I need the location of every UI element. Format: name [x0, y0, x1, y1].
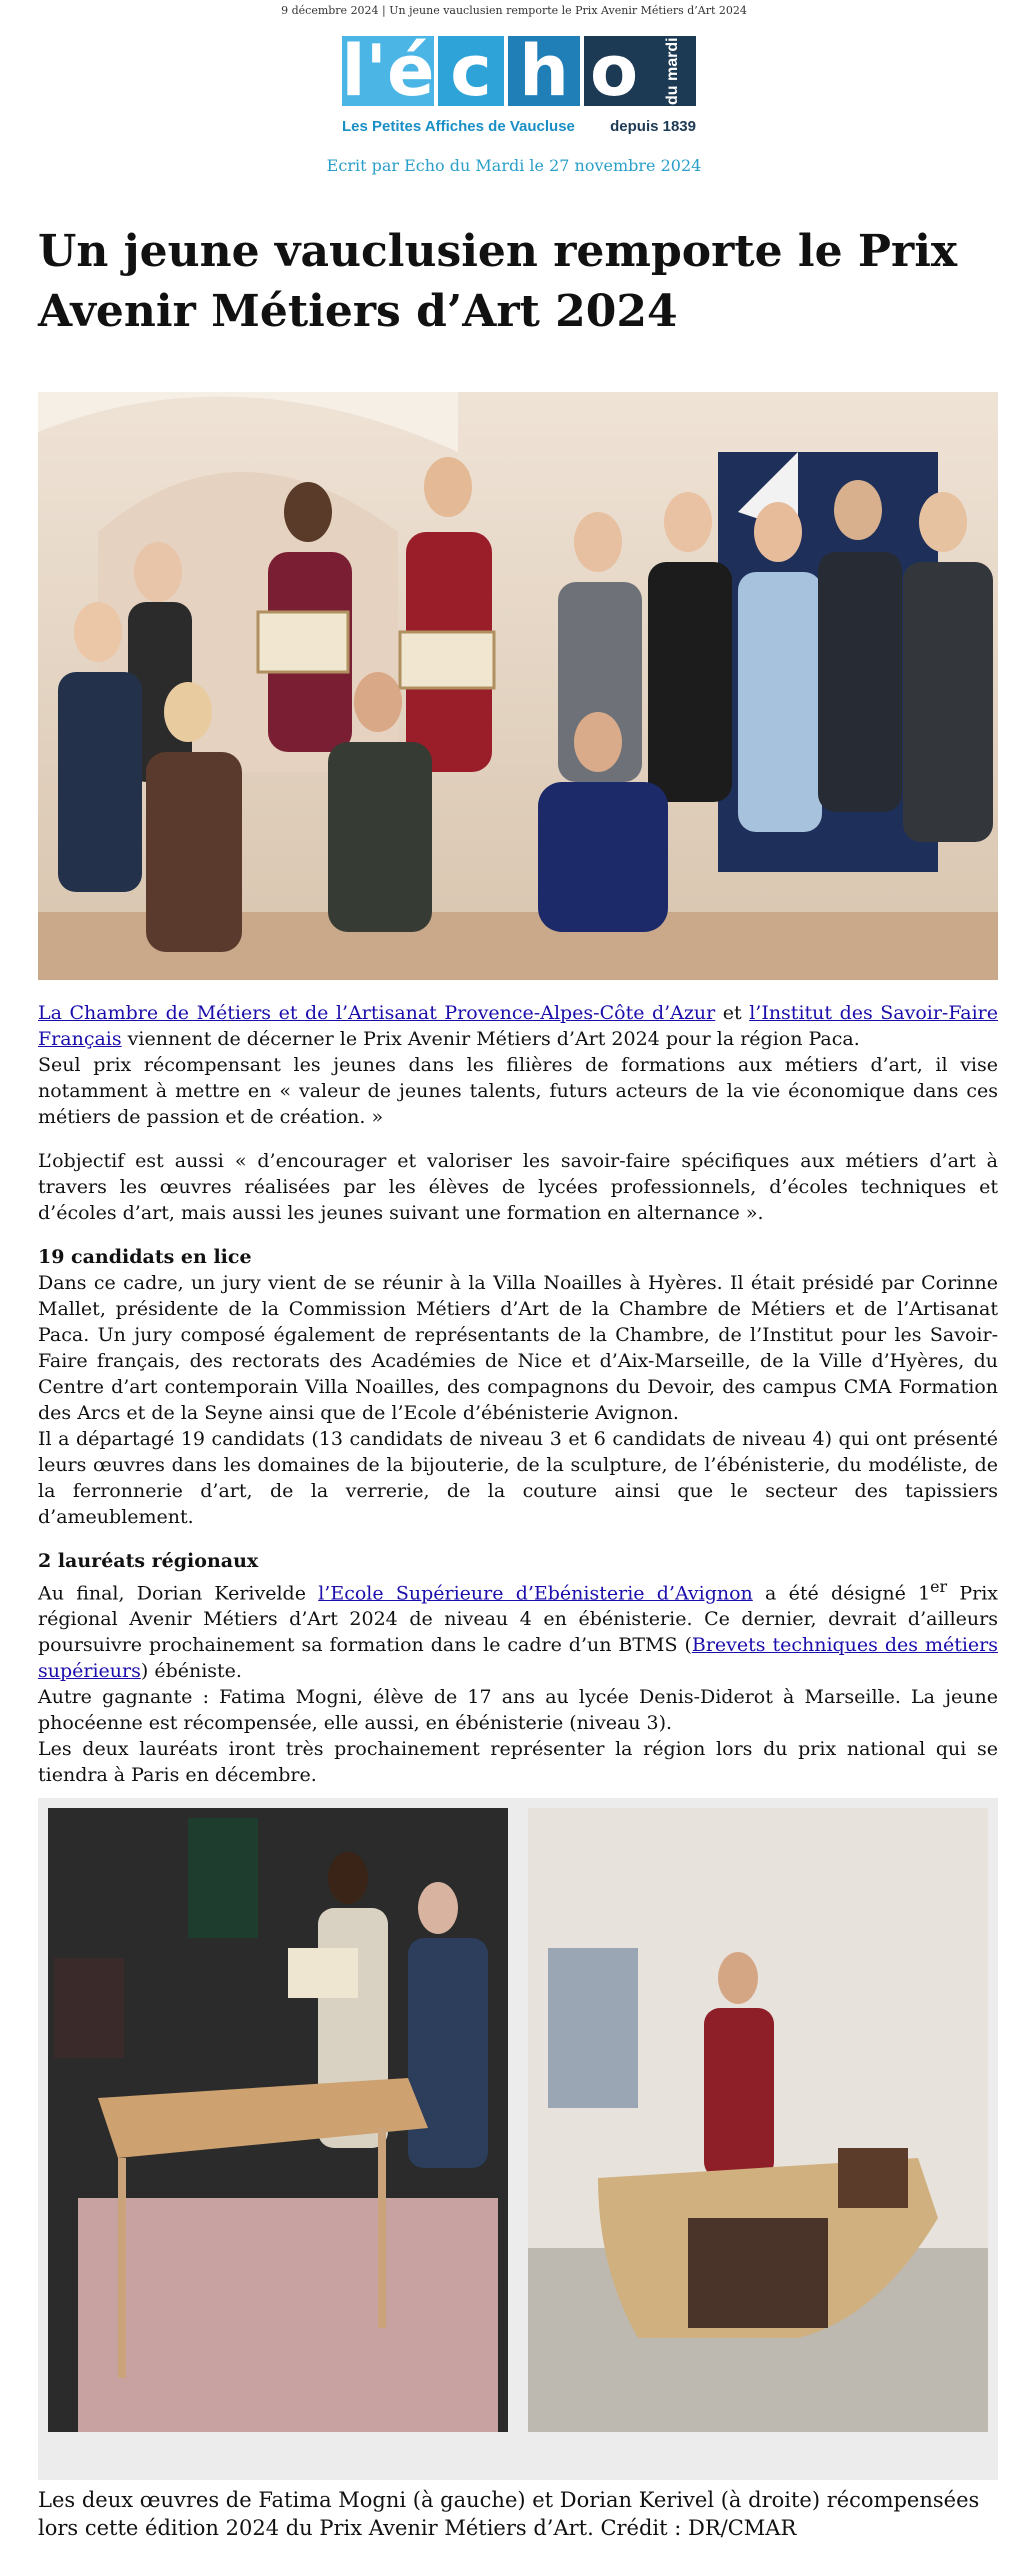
s2p1-a: Au final, Dorian Kerivelde [38, 1582, 319, 1605]
link-institut-savoir-faire[interactable]: l’Institut des Savoir-Faire Français [38, 1002, 998, 1050]
group-photo-illustration [38, 392, 998, 980]
hero-group-photo [38, 392, 998, 980]
article-title: Un jeune vauclusien remporte le Prix Avenir Métiers d’Art 2024 [38, 226, 958, 337]
page-topline: 9 décembre 2024 | Un jeune vauclusien remporte le Prix Avenir Métiers d’Art 2024 [281, 4, 747, 17]
section2-paragraph-3: Les deux lauréats iront très prochainement représenter la région lors du prix national qui se tiendra à Paris en décembre. [38, 1738, 998, 1787]
section-heading-laureats: 2 lauréats régionaux [38, 1550, 259, 1572]
intro-rest: viennent de décerner le Prix Avenir Métiers d’Art 2024 pour la région Paca. [121, 1028, 860, 1050]
intro-and: et [715, 1002, 750, 1024]
link-btms[interactable]: Brevets techniques des métiers supérieurs [38, 1634, 998, 1683]
section1-paragraph-1: Dans ce cadre, un jury vient de se réunir à la Villa Noailles à Hyères. Il était présidé par Corinne Mallet, présidente de la Commission Métiers d’Art de la Chambre de Métiers et de l’Artisanat Paca. Un jury composé également de représentants de la Chambre, de l’Institut pour les Savoir-Faire français, des rectorats des Académies de Nice et d’Aix-Marseille, de la Ville d’Hyères, du Centre d’art contemporain Villa Noailles, des compagnons du Devoir, des campus CMA Formation des Arcs et de la Seyne ainsi que de l’Ecole d’ébénisterie Avignon. [38, 1272, 998, 1424]
logo-letter-o: o [584, 36, 696, 106]
logo-letter-c: c [438, 36, 504, 106]
s2p1-d: ) ébéniste. [140, 1660, 242, 1683]
paragraph-1: Seul prix récompensant les jeunes dans les filières de formations aux métiers d’art, il vise notamment à mettre en « valeur de jeunes talents, futurs acteurs de la vie économique dans ces métiers de passion et de création. » [38, 1054, 998, 1128]
s2p1-b: a été désigné 1 [752, 1582, 931, 1605]
logo-since: depuis 1839 [610, 118, 696, 135]
logo-du-mardi: du mardi [664, 37, 681, 105]
gallery-caption: Les deux œuvres de Fatima Mogni (à gauche) et Dorian Kerivel (à droite) récompensées lors cette édition 2024 du Prix Avenir Métiers d’Art. Crédit : DR/CMAR [38, 2488, 980, 2540]
logo-letter-h: h [508, 36, 580, 106]
logo-letter-le: l'é [341, 30, 435, 112]
echo-du-mardi-logo[interactable] [342, 28, 696, 140]
article-byline: Ecrit par Echo du Mardi le 27 novembre 2024 [326, 156, 702, 175]
paragraph-2: L’objectif est aussi « d’encourager et valoriser les savoir-faire spécifiques aux métiers d’art à travers les œuvres réalisées par les élèves de lycées professionnels, d’écoles techniques et d’écoles d’art, mais aussi les jeunes suivant une formation en alternance ». [38, 1150, 998, 1224]
works-photo-gallery [38, 1798, 998, 2480]
article-body [38, 1000, 998, 1788]
logo-tagline [342, 118, 696, 135]
logo-tagline-text: Les Petites Affiches de Vaucluse [342, 118, 575, 135]
works-photos-illustration [38, 1798, 998, 2480]
link-ecole-ebenisterie[interactable]: l’Ecole Supérieure d’Ebénisterie d’Avignon [318, 1582, 753, 1605]
s2p1-sup: er [930, 1577, 948, 1596]
intro-paragraph [38, 1000, 998, 1052]
s2p1-c: Prix régional Avenir Métiers d’Art 2024 de niveau 4 en ébénisterie. Ce dernier, devrait d’ailleurs poursuivre prochainement sa formation dans le cadre d’un BTMS ( [38, 1582, 999, 1657]
link-chambre-metiers[interactable]: La Chambre de Métiers et de l’Artisanat Provence-Alpes-Côte d’Azur [38, 1002, 716, 1024]
section2-paragraph-2: Autre gagnante : Fatima Mogni, élève de 17 ans au lycée Denis-Diderot à Marseille. La jeune phocéenne est récompensée, elle aussi, en ébénisterie (niveau 3). [38, 1686, 998, 1735]
section1-paragraph-2: Il a départagé 19 candidats (13 candidats de niveau 3 et 6 candidats de niveau 4) qui ont présenté leurs œuvres dans les domaines de la bijouterie, de la sculpture, de l’ébénisterie, du modéliste, de la ferronnerie d’art, de la verrerie, de la couture ainsi que le secteur des tapissiers d’ameublement. [38, 1428, 998, 1528]
section-heading-candidats: 19 candidats en lice [38, 1246, 252, 1268]
logo-band [341, 28, 696, 112]
section2-paragraph-1 [38, 1574, 998, 1684]
